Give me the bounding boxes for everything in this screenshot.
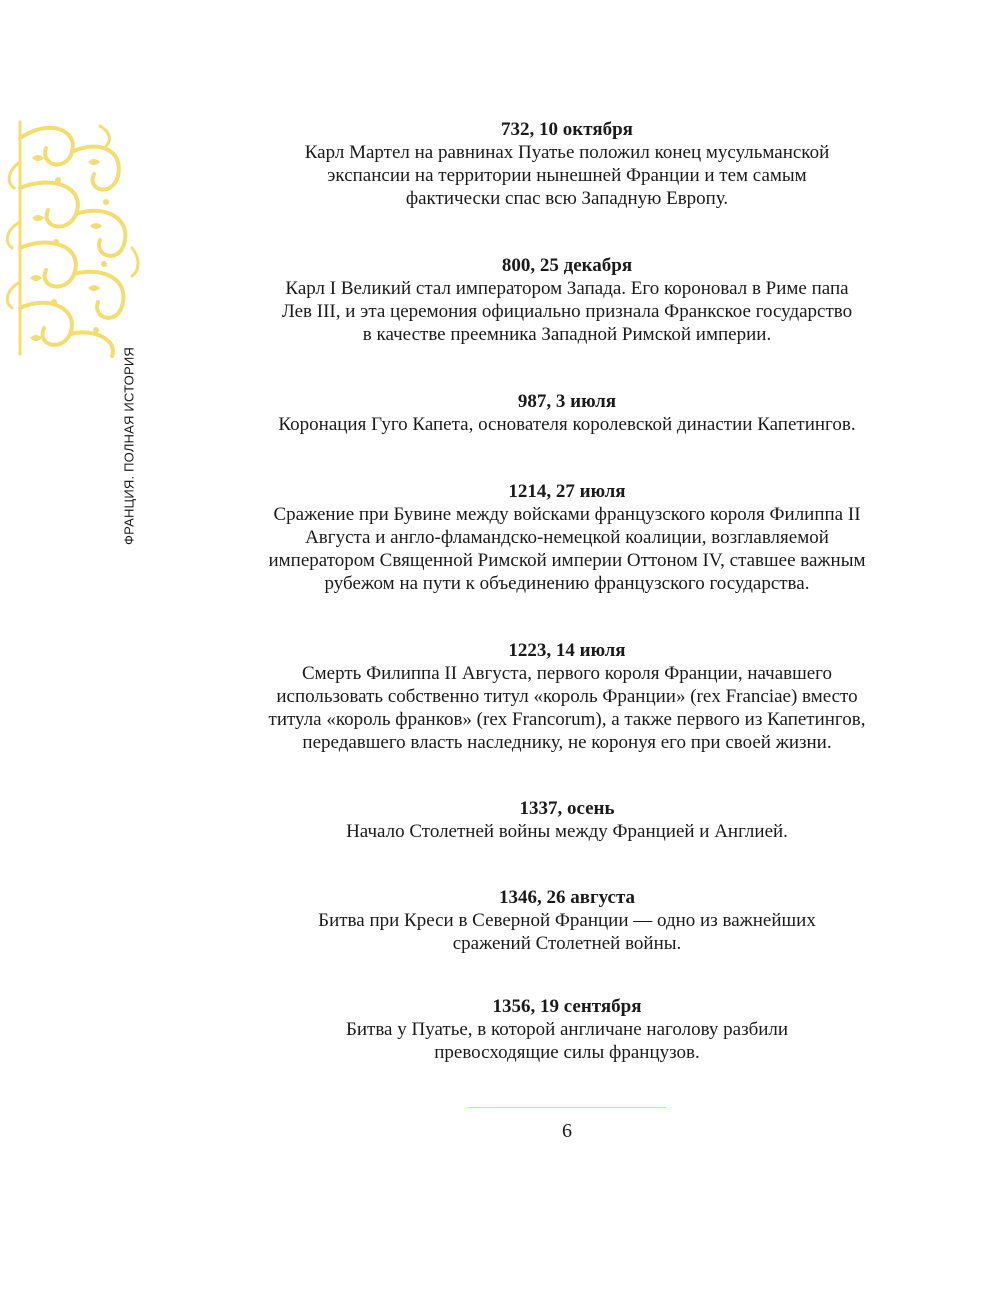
entry-date: 732, 10 октября [501,119,633,140]
entry-line: Коронация Гуго Капета, основателя королевской династии Капетингов. [278,414,856,435]
entry-line: Сражение при Бувине между войсками французского короля Филиппа II [273,504,861,525]
entry-line: Смерть Филиппа II Августа, первого короля Франции, начавшего [301,663,833,684]
timeline-entry [232,480,902,595]
entry-line: фактически спас всю Западную Европу. [405,188,729,209]
timeline-entry [232,995,902,1064]
timeline-entry [232,390,902,436]
entry-line: передавшего власть наследнику, не коронуя его при своей жизни. [302,732,832,753]
entry-line: Лев III, и эта церемония официально признала Франкское государство [281,301,853,322]
timeline-entry [232,886,902,955]
entry-date: 1337, осень [519,798,615,819]
entry-line: Карл Мартел на равнинах Пуатье положил конец мусульманской [304,142,830,163]
entry-line: использовать собственно титул «король Франции» (rex Franciae) вместо [276,686,858,707]
entry-line: императором Священной Римской империи Оттоном IV, ставшее важным [268,550,866,571]
footer-rule [468,1107,666,1108]
entry-line: Августа и англо-фламандско-немецкой коалиции, возглавляемой [305,527,829,548]
entry-date: 987, 3 июля [517,391,617,412]
entry-line: титула «король франков» (rex Francorum), а также первого из Капетингов, [268,709,866,730]
entry-date: 800, 25 декабря [501,255,633,276]
entry-line: превосходящие силы французов. [434,1042,700,1063]
timeline-entry [232,118,902,210]
timeline-entry [232,254,902,346]
entry-line: Карл I Великий стал императором Запада. Его короновал в Риме папа [285,278,849,299]
entry-line: сражений Столетней войны. [452,933,682,954]
entry-line: в качестве преемника Западной Римской империи. [362,324,772,345]
entry-line: Начало Столетней войны между Францией и Англией. [346,821,788,842]
running-book-title: ФРАНЦИЯ. ПОЛНАЯ ИСТОРИЯ [121,347,137,545]
entry-date: 1214, 27 июля [508,481,626,502]
timeline-entry [232,797,902,843]
entry-date: 1346, 26 августа [498,887,636,908]
entry-line: экспансии на территории нынешней Франции и тем самым [327,165,807,186]
entry-date: 1223, 14 июля [508,640,626,661]
timeline-entry [232,639,902,754]
entry-line: рубежом на пути к объединению французского государства. [324,573,810,594]
entry-line: Битва при Креси в Северной Франции — одно из важнейших [318,910,816,931]
entry-date: 1356, 19 сентября [492,996,642,1017]
entry-line: Битва у Пуатье, в которой англичане наголову разбили [345,1019,789,1040]
page-number: 6 [562,1120,572,1142]
decorative-ornament-icon [0,118,142,358]
